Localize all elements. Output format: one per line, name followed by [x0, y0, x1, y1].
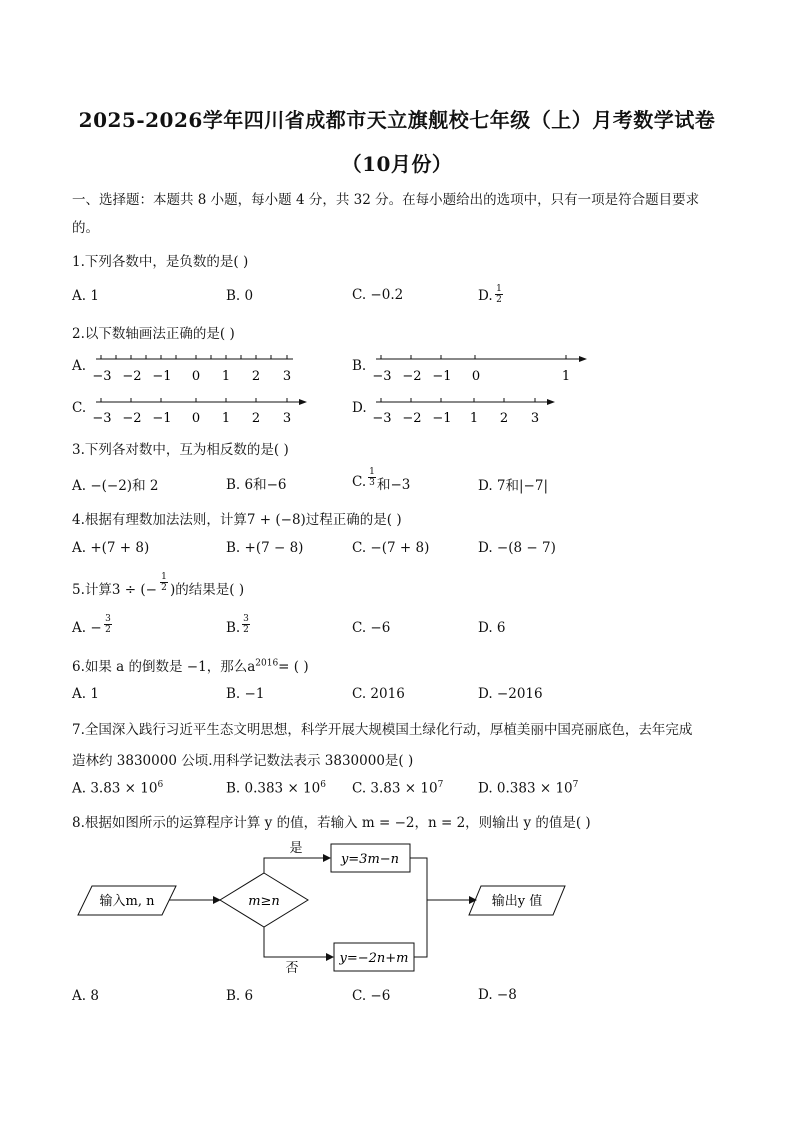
q7-option-b-base: B. 0.383 × 10: [226, 780, 321, 797]
q8-option-b: B. 6: [226, 988, 254, 1004]
tick-label: 2: [251, 369, 261, 384]
q3-option-c-label: C.: [352, 474, 367, 490]
q2-stem: 2.以下数轴画法正确的是( ): [72, 326, 235, 342]
number-line-c: [92, 398, 307, 426]
tick-label: 1: [561, 369, 571, 384]
q7-option-a-exponent: 6: [157, 780, 164, 790]
q5-option-a-label: A. −: [72, 620, 102, 636]
q7-stem-line2: 造林约 3830000 公顷.用科学记数法表示 3830000是( ): [72, 753, 414, 769]
tick-label: −2: [122, 411, 142, 426]
q2-label-b: B.: [352, 358, 367, 374]
fraction-numerator: 3: [105, 614, 111, 624]
q2-label-c: C.: [72, 400, 87, 416]
q3-option-d: D. 7和|−7|: [478, 478, 549, 494]
q4-option-d: D. −(8 − 7): [478, 540, 556, 556]
q7-stem-line1: 7.全国深入践行习近平生态文明思想，科学开展大规模国土绿化行动，厚植美丽中国亮丽底色，去年完成: [72, 722, 693, 738]
yes-box-label: y=3m−n: [340, 852, 400, 867]
fraction-denominator: 2: [496, 295, 502, 305]
q2-label-a: A.: [72, 358, 87, 374]
q5-stem-part1: 5.计算3 ÷ (−: [72, 582, 157, 598]
q5-option-a-fraction: [104, 614, 112, 635]
fraction-denominator: 3: [369, 478, 375, 488]
q1-option-c: C. −0.2: [352, 287, 404, 303]
q6-stem-exponent: 2016: [255, 658, 279, 669]
q5-stem-fraction: [160, 572, 168, 593]
number-line-d: [372, 398, 555, 426]
q1-option-d-label: D.: [478, 288, 493, 304]
tick-label: −1: [152, 369, 172, 384]
q7-option-a: [72, 780, 163, 797]
number-line-b: [372, 355, 587, 384]
tick-label: 3: [282, 411, 292, 426]
tick-label: −3: [92, 369, 112, 384]
q3-option-c-fraction: [368, 467, 376, 488]
tick-label: −2: [402, 369, 422, 384]
tick-label: 0: [191, 369, 201, 384]
q1-stem: 1.下列各数中，是负数的是( ): [72, 254, 249, 270]
tick-label: −3: [372, 369, 392, 384]
fraction-denominator: 2: [161, 583, 167, 593]
number-line-a: [92, 355, 293, 384]
q5-stem-part2: )的结果是( ): [170, 582, 245, 598]
tick-label: −1: [152, 411, 172, 426]
q8-option-c: C. −6: [352, 988, 391, 1004]
tick-label: 3: [530, 411, 540, 426]
q7-option-a-base: A. 3.83 × 10: [72, 780, 158, 797]
tick-label: 1: [221, 369, 231, 384]
tick-label: −1: [432, 369, 452, 384]
yes-label: 是: [289, 841, 303, 856]
tick-label: 0: [191, 411, 201, 426]
q6-option-d: D. −2016: [478, 686, 543, 702]
fraction-numerator: 1: [161, 572, 167, 582]
section-heading-line2: 的。: [72, 220, 99, 236]
q6-stem-part1: 6.如果 a 的倒数是 −1，那么a: [72, 659, 256, 675]
q6-option-c: C. 2016: [352, 686, 405, 702]
q5-option-c: C. −6: [352, 620, 391, 636]
q1-option-b: B. 0: [226, 288, 254, 304]
q5-option-b-label: B.: [226, 620, 241, 636]
q7-option-c-base: C. 3.83 × 10: [352, 780, 438, 797]
q6-stem: [72, 655, 309, 675]
q3-option-c-text: 和−3: [377, 477, 411, 493]
tick-label: −3: [92, 411, 112, 426]
tick-label: 1: [221, 411, 231, 426]
section-heading-line1: 一、选择题：本题共 8 小题，每小题 4 分，共 32 分。在每小题给出的选项中，只有一项是符合题目要求: [72, 192, 700, 208]
q7-option-b-exponent: 6: [320, 780, 326, 790]
q3-option-b: B. 6和−6: [226, 477, 287, 493]
q7-option-c: [352, 780, 443, 797]
q8-option-d: D. −8: [478, 987, 517, 1003]
q1-option-a: A. 1: [72, 288, 99, 304]
q7-option-d: [478, 780, 578, 797]
q7-option-d-base: D. 0.383 × 10: [478, 780, 573, 797]
q2-label-d: D.: [352, 400, 367, 416]
tick-label: 3: [282, 369, 292, 384]
tick-label: 0: [471, 369, 481, 384]
q6-stem-part2: = ( ): [278, 659, 309, 675]
fraction-denominator: 2: [105, 625, 111, 635]
input-label: 输入m, n: [99, 894, 155, 909]
q8-option-a: A. 8: [72, 988, 99, 1004]
condition-label: m≥n: [248, 894, 280, 909]
q3-option-a: A. −(−2)和 2: [72, 478, 159, 494]
q7-option-d-exponent: 7: [572, 780, 579, 790]
q4-option-c: C. −(7 + 8): [352, 540, 430, 556]
output-label: 输出y 值: [491, 894, 543, 909]
tick-label: 2: [499, 411, 509, 426]
tick-label: 1: [469, 411, 479, 426]
q8-stem: 8.根据如图所示的运算程序计算 y 的值，若输入 m = −2，n = 2，则输出 y 的值是( ): [72, 815, 591, 831]
fraction-denominator: 2: [243, 625, 249, 635]
tick-label: 2: [251, 411, 261, 426]
q6-option-a: A. 1: [72, 686, 99, 702]
no-box-label: y=−2n+m: [339, 951, 409, 966]
q7-option-c-exponent: 7: [437, 780, 444, 790]
page-title: 2025-2026学年四川省成都市天立旗舰校七年级（上）月考数学试卷: [78, 108, 716, 132]
q5-option-b-fraction: [242, 614, 250, 635]
q7-option-b: [226, 780, 326, 797]
q4-stem: 4.根据有理数加法法则，计算7 + (−8)过程正确的是( ): [72, 512, 402, 528]
q3-stem: 3.下列各对数中，互为相反数的是( ): [72, 442, 289, 458]
q5-option-d: D. 6: [478, 620, 506, 636]
tick-label: −2: [402, 411, 422, 426]
q8-flowchart: [0, 835, 794, 985]
q6-option-b: B. −1: [226, 686, 265, 702]
q2-number-lines: [0, 0, 794, 440]
tick-label: −3: [372, 411, 392, 426]
tick-label: −1: [432, 411, 452, 426]
no-label: 否: [285, 961, 299, 976]
fraction-numerator: 3: [243, 614, 249, 624]
tick-label: −2: [122, 369, 142, 384]
fraction-numerator: 1: [369, 467, 375, 477]
page-subtitle: （10月份）: [341, 152, 453, 176]
fraction-numerator: 1: [496, 284, 502, 294]
q4-option-b: B. +(7 − 8): [226, 540, 304, 556]
q4-option-a: A. +(7 + 8): [72, 540, 150, 556]
